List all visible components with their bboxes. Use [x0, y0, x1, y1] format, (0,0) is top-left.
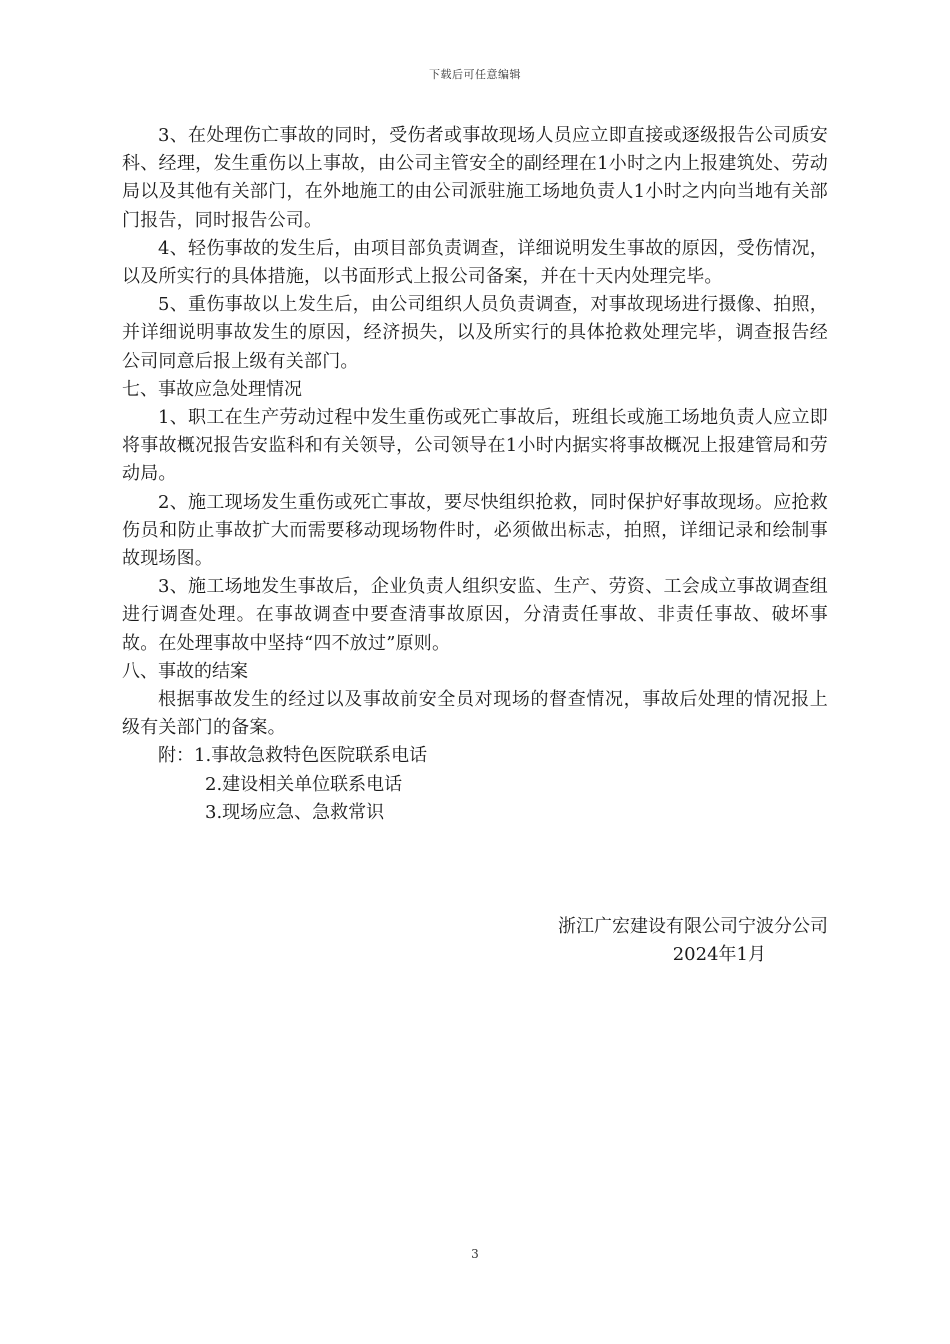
signature-organization: 浙江广宏建设有限公司宁波分公司: [558, 916, 828, 937]
section-7-item-1: 1、职工在生产劳动过程中发生重伤或死亡事故后，班组长或施工场地负责人应立即将事故概况报告安监科和有关领导，公司领导在1小时内据实将事故概况上报建管局和劳动局。: [122, 407, 828, 485]
header-note: 下载后可任意编辑: [429, 68, 521, 81]
annex-label: 附：: [158, 745, 194, 767]
section-7-item-3: 3、施工场地发生事故后，企业负责人组织安监、生产、劳资、工会成立事故调查组进行调查处理。在事故调查中要查清事故原因，分清责任事故、非责任事故、破坏事故。在处理事故中坚持“四不放过”原则。: [122, 576, 828, 654]
section-8-heading: 八、事故的结案: [122, 660, 248, 682]
annex-first-line: [122, 742, 828, 770]
paragraph-item-3: 3、在处理伤亡事故的同时，受伤者或事故现场人员应立即直接或逐级报告公司质安科、经理，发生重伤以上事故，由公司主管安全的副经理在1小时之内上报建筑处、劳动局以及其他有关部门，在外地施工的由公司派驻施工场地负责人1小时之内向当地有关部门报告，同时报告公司。: [122, 125, 828, 231]
document-body: [122, 122, 828, 827]
annex-item-2: 2.建设相关单位联系电话: [205, 773, 403, 795]
annex-item-1: 1.事故急救特色医院联系电话: [194, 745, 428, 767]
signature-date: 2024年1月: [672, 944, 766, 965]
section-7-item-2: 2、施工现场发生重伤或死亡事故，要尽快组织抢救，同时保护好事故现场。应抢救伤员和防止事故扩大而需要移动现场物件时，必须做出标志，拍照，详细记录和绘制事故现场图。: [122, 491, 828, 570]
paragraph-item-5: 5、重伤事故以上发生后，由公司组织人员负责调查，对事故现场进行摄像、拍照，并详细说明事故发生的原因，经济损失，以及所实行的具体抢救处理完毕，调查报告经公司同意后报上级有关部门。: [122, 294, 828, 372]
paragraph-item-4: 4、轻伤事故的发生后，由项目部负责调查，详细说明发生事故的原因，受伤情况，以及所实行的具体措施，以书面形式上报公司备案，并在十天内处理完毕。: [122, 237, 828, 288]
section-8-body: 根据事故发生的经过以及事故前安全员对现场的督查情况，事故后处理的情况报上级有关部门的备案。: [122, 689, 828, 739]
annex-item-3: 3.现场应急、急救常识: [205, 801, 385, 823]
section-7-heading: 七、事故应急处理情况: [122, 378, 302, 400]
page-number: 3: [471, 1247, 479, 1261]
